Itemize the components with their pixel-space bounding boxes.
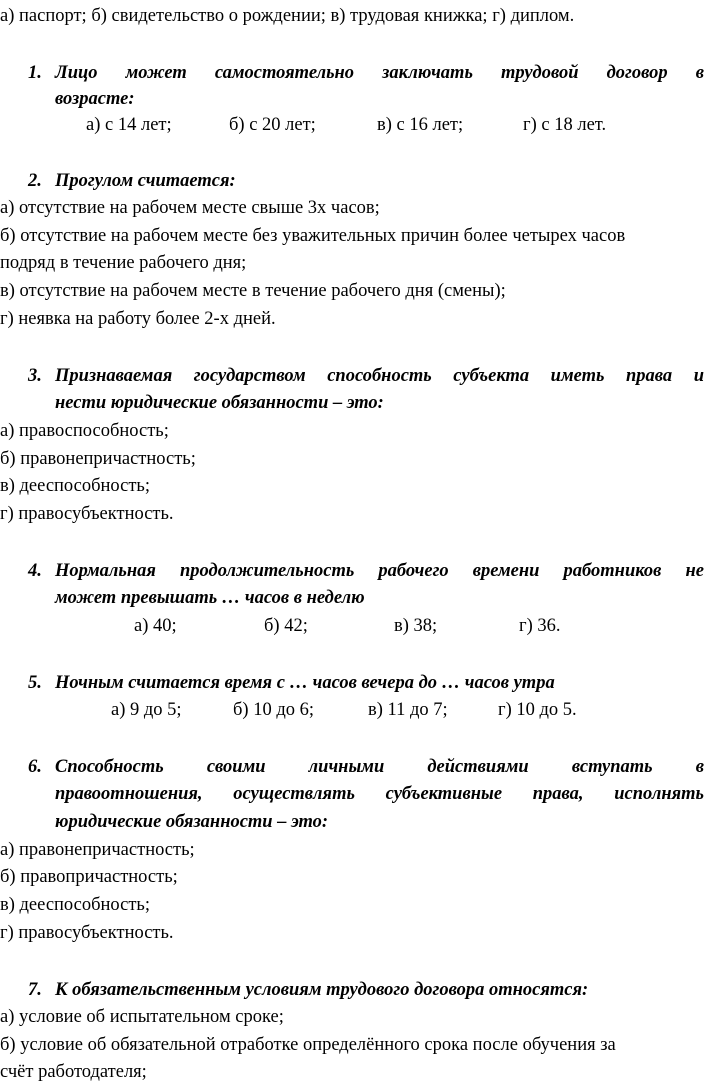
- option-d: г) неявка на работу более 2-х дней.: [0, 309, 276, 329]
- question-6-line-1: [0, 754, 704, 780]
- question-text: К обязательственным условиям трудового договора относятся:: [55, 980, 589, 1000]
- question-6-line-2: [0, 781, 704, 807]
- question-text: Лицо может самостоятельно заключать трудовой договор в: [55, 63, 704, 83]
- option-b: б) 10 до 6;: [233, 700, 315, 720]
- question-4-line-1: [0, 558, 704, 584]
- question-text: Нормальная продолжительность рабочего времени работников не: [55, 561, 704, 581]
- question-text: Способность своими личными действиями вступать в: [55, 757, 704, 777]
- question-4-options: [0, 613, 704, 639]
- option-c: в) с 16 лет;: [377, 115, 464, 135]
- question-number: 6.: [28, 757, 42, 777]
- option-b: б) правонепричастность;: [0, 449, 196, 469]
- question-2-line-1: [0, 168, 704, 194]
- option-c: в) отсутствие на рабочем месте в течение рабочего дня (смены);: [0, 281, 506, 301]
- question-3-line-2: [0, 390, 704, 416]
- question-1-line-2: [0, 86, 704, 112]
- question-number: 2.: [28, 171, 42, 191]
- option-b: б) условие об обязательной отработке определённого срока после обучения за: [0, 1035, 616, 1055]
- question-5-options: [0, 697, 704, 723]
- option-a: а) с 14 лет;: [86, 115, 172, 135]
- question-text: Признаваемая государством способность субъекта иметь права и: [55, 366, 704, 386]
- question-text: нести юридические обязанности – это:: [55, 393, 384, 413]
- option-a: а) 9 до 5;: [111, 700, 182, 720]
- option-d: г) правосубъектность.: [0, 923, 174, 943]
- option-b-continued: подряд в течение рабочего дня;: [0, 253, 247, 273]
- question-4-line-2: [0, 585, 704, 611]
- question-6-line-3: [0, 809, 704, 835]
- option-b: б) 42;: [264, 616, 308, 636]
- question-text: Ночным считается время с … часов вечера до … часов утра: [55, 673, 555, 693]
- option-a: а) отсутствие на рабочем месте свыше 3х часов;: [0, 198, 380, 218]
- option-d: г) с 18 лет.: [523, 115, 607, 135]
- option-c: в) 38;: [394, 616, 438, 636]
- option-b-continued: счёт работодателя;: [0, 1062, 147, 1082]
- option-d: г) правосубъектность.: [0, 504, 174, 524]
- question-number: 7.: [28, 980, 42, 1000]
- option-a: а) 40;: [134, 616, 177, 636]
- option-d: г) 36.: [519, 616, 561, 636]
- question-number: 1.: [28, 63, 42, 83]
- option-b: б) правопричастность;: [0, 867, 178, 887]
- option-c: в) дееспособность;: [0, 895, 150, 915]
- question-text: юридические обязанности – это:: [55, 812, 329, 832]
- question-number: 3.: [28, 366, 42, 386]
- question-1-options: [0, 112, 704, 138]
- option-b: б) с 20 лет;: [229, 115, 316, 135]
- option-b: б) отсутствие на рабочем месте без уважительных причин более четырех часов: [0, 226, 626, 246]
- question-7-line-1: [0, 977, 704, 1003]
- question-text: возрасте:: [55, 89, 135, 109]
- question-1-line-1: [0, 60, 704, 86]
- question-text: правоотношения, осуществлять субъективные права, исполнять: [55, 784, 704, 804]
- option-a: а) правонепричастность;: [0, 840, 195, 860]
- question-number: 5.: [28, 673, 42, 693]
- option-c: в) дееспособность;: [0, 476, 150, 496]
- question-text: может превышать … часов в неделю: [55, 588, 365, 608]
- question-text: Прогулом считается:: [55, 171, 236, 191]
- option-c: в) 11 до 7;: [368, 700, 448, 720]
- option-d: г) 10 до 5.: [498, 700, 577, 720]
- option-a: а) условие об испытательном сроке;: [0, 1007, 284, 1027]
- intro-answer-line: а) паспорт; б) свидетельство о рождении; в) трудовая книжка; г) диплом.: [0, 6, 575, 26]
- question-number: 4.: [28, 561, 42, 581]
- question-5-line-1: [0, 670, 704, 696]
- option-a: а) правоспособность;: [0, 421, 169, 441]
- question-3-line-1: [0, 363, 704, 389]
